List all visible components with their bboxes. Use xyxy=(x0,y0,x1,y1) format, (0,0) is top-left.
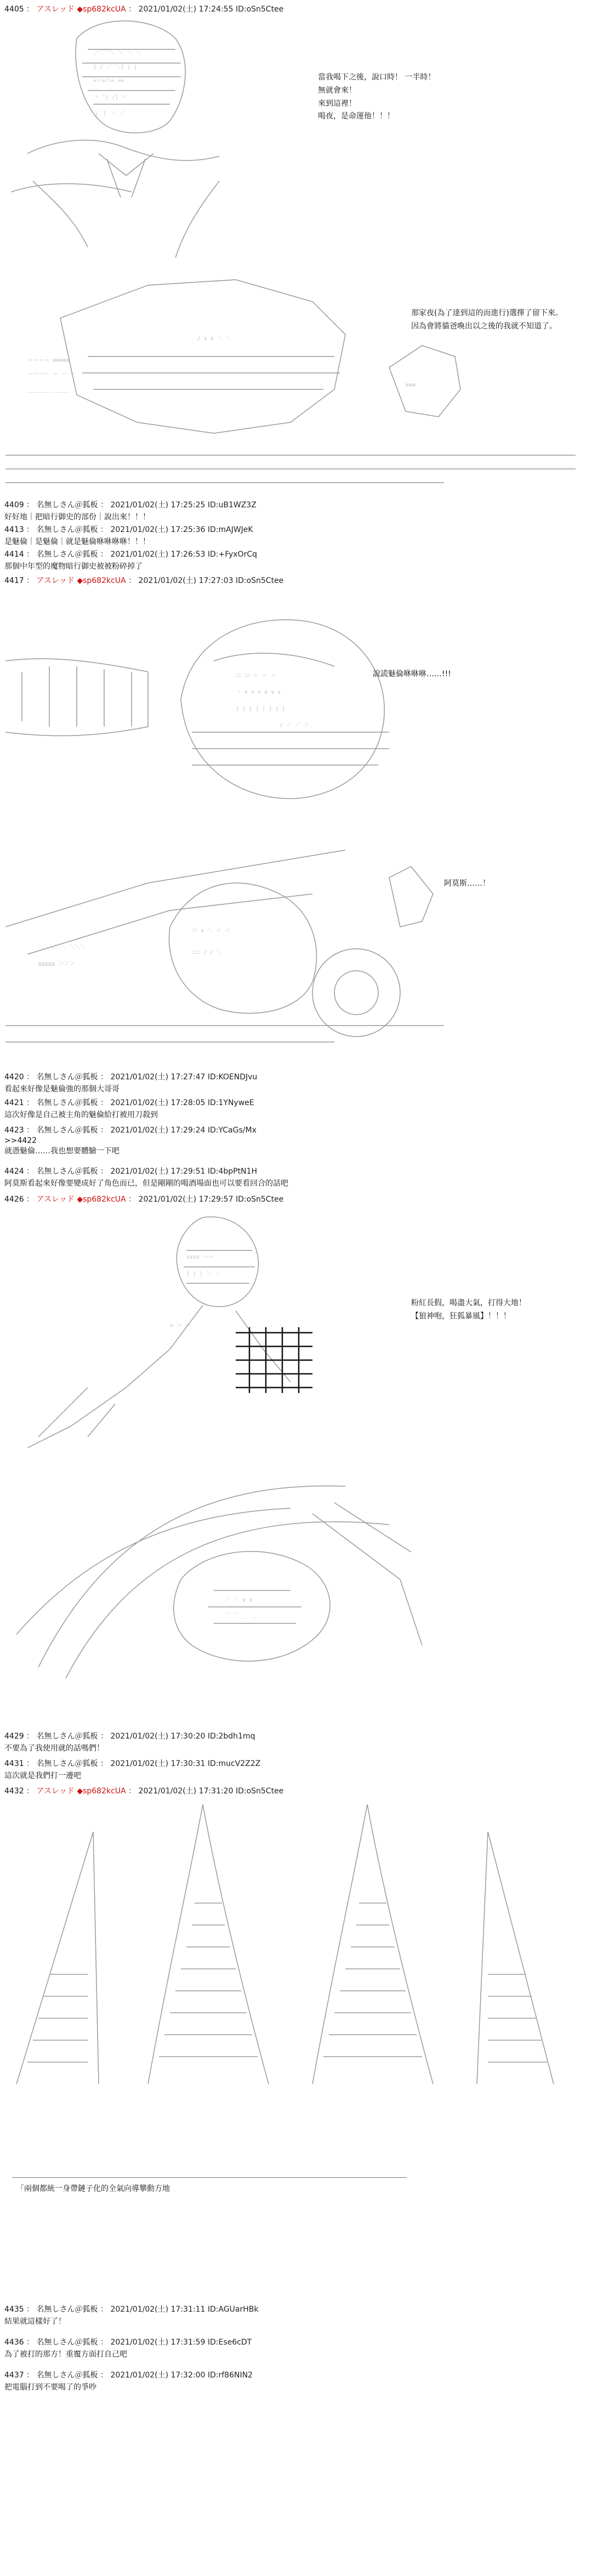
dialogue-line: 來到這裡！ xyxy=(318,99,356,108)
poster-name: 名無しさん＠狐板 xyxy=(36,550,98,559)
ascii-art-figure-3 xyxy=(5,590,581,809)
dialogue-block-6 xyxy=(16,2183,170,2196)
poster-trip: ◆sp682kcUA xyxy=(77,5,126,14)
post-date: 2021/01/02(土) 17:27:03 xyxy=(138,576,234,585)
post-number[interactable]: 4405 xyxy=(4,5,24,14)
post-header: 4429 ： 名無しさん＠狐板 ： 2021/01/02(土) 17:30:20 ID:2bdh1mq xyxy=(4,1732,255,1741)
dialogue-line: 無就會來！ xyxy=(318,86,356,95)
post-id[interactable]: ID:KOENDJvu xyxy=(207,1073,258,1082)
post-id[interactable]: ID:1YNyweE xyxy=(207,1099,254,1107)
svg-text:＼＼＼＼＼ ＼＼＼: ＼＼＼＼＼ ＼＼＼ xyxy=(38,944,86,950)
ascii-art-figure-5 xyxy=(5,1207,433,1453)
post-id[interactable]: ID:oSn5Ctee xyxy=(235,5,284,14)
post-number[interactable]: 4426 xyxy=(4,1195,24,1204)
post-body: 為了被打的那方！重覆方面打自己吧 xyxy=(4,2350,127,2359)
dialogue-block-2 xyxy=(411,307,563,333)
post-date: 2021/01/02(土) 17:31:59 xyxy=(110,2338,206,2347)
poster-name: 名無しさん＠狐板 xyxy=(36,501,98,509)
post-header: 4431 ： 名無しさん＠狐板 ： 2021/01/02(土) 17:30:31 ID:mucV2Z2Z xyxy=(4,1759,261,1768)
post-header: 4405 ： アスレッド ◆sp682kcUA ： 2021/01/02(土) 17:24:55 ID:oSn5Ctee xyxy=(4,5,284,14)
post-date: 2021/01/02(土) 17:27:47 xyxy=(110,1073,206,1082)
post-header: 4409 ： 名無しさん＠狐板 ： 2021/01/02(土) 17:25:25 ID:uB1WZ3Z xyxy=(4,501,257,509)
dialogue-line: 「兩個都統一身帶鏈子化的全氣向導攀動方地 xyxy=(16,2184,170,2193)
post-id[interactable]: ID:oSn5Ctee xyxy=(235,576,284,585)
svg-text:| / ／ ＼| | |: | / ／ ＼| | | xyxy=(93,64,138,70)
post-header: 4424 ： 名無しさん＠狐板 ： 2021/01/02(土) 17:29:51 ID:4bpPtN1H xyxy=(4,1167,258,1176)
dialogue-block-4 xyxy=(444,877,490,891)
post-number[interactable]: 4417 xyxy=(4,576,24,585)
post-4417 xyxy=(4,575,588,586)
post-4423 xyxy=(4,1124,588,1156)
poster-name: 名無しさん＠狐板 xyxy=(36,1167,98,1176)
post-header: 4423 ： 名無しさん＠狐板 ： 2021/01/02(土) 17:29:24 ID:YCaGs/Mx xyxy=(4,1126,257,1135)
post-date: 2021/01/02(土) 17:29:24 xyxy=(110,1126,206,1135)
dialogue-block-3 xyxy=(373,668,451,681)
poster-name: 名無しさん＠狐板 xyxy=(36,525,98,534)
post-id[interactable]: ID:2bdh1mq xyxy=(207,1732,255,1741)
svg-text:ﾆﾆ ﾆﾆ ＝ ＝ ＝: ﾆﾆ ﾆﾆ ＝ ＝ ＝ xyxy=(236,673,277,679)
post-id[interactable]: ID:oSn5Ctee xyxy=(235,1787,284,1796)
post-id[interactable]: ID:AGUarHBk xyxy=(207,2305,259,2314)
svg-text:￣ ￣ ＿ ＿: ￣ ￣ ＿ ＿ xyxy=(225,1613,257,1620)
svg-text:| | | ＼ ＼: | | | ＼ ＼ xyxy=(186,1271,221,1277)
poster-name: 名無しさん＠狐板 xyxy=(36,1073,98,1082)
post-body: 看起來好像是魅倫強的那個大哥哥 xyxy=(4,1085,119,1094)
post-id[interactable]: ID:uB1WZ3Z xyxy=(207,501,257,509)
poster-name: 名無しさん＠狐板 xyxy=(36,1759,98,1768)
poster-trip: ◆sp682kcUA xyxy=(77,576,126,585)
post-date: 2021/01/02(土) 17:29:57 xyxy=(138,1195,234,1204)
post-date: 2021/01/02(土) 17:29:51 xyxy=(110,1167,206,1176)
post-body: >>4422 就憑魅倫……我也想要體驗一下吧 xyxy=(4,1136,119,1156)
post-4432 xyxy=(4,1785,588,1796)
svg-text:ｊ ｌ ＼ ／: ｊ ｌ ＼ ／ xyxy=(93,111,126,117)
post-header: 4417 ： アスレッド ◆sp682kcUA ： 2021/01/02(土) 17:27:03 ID:oSn5Ctee xyxy=(4,576,284,585)
post-number[interactable]: 4409 xyxy=(4,501,24,509)
post-4436 xyxy=(4,2336,588,2359)
post-4437 xyxy=(4,2369,588,2392)
dialogue-line: 當我喝下之後，說口時！ 一半時！ xyxy=(318,73,436,82)
post-header: 4414 ： 名無しさん＠狐板 ： 2021/01/02(土) 17:26:53 ID:+FyxOrCq xyxy=(4,550,257,559)
post-number[interactable]: 4420 xyxy=(4,1073,24,1082)
poster-trip: ◆sp682kcUA xyxy=(77,1787,126,1796)
post-header: 4435 ： 名無しさん＠狐板 ： 2021/01/02(土) 17:31:11 ID:AGUarHBk xyxy=(4,2305,259,2314)
post-body: 這次好像是自己被主角的魅倫給打被用刀殺到 xyxy=(4,1111,158,1119)
post-number[interactable]: 4421 xyxy=(4,1099,24,1107)
svg-text:＝＝＝＝ ≡≡≡≡≡: ＝＝＝＝ ≡≡≡≡≡ xyxy=(27,358,70,364)
poster-trip: ◆sp682kcUA xyxy=(77,1195,126,1204)
post-id[interactable]: ID:mucV2Z2Z xyxy=(207,1759,261,1768)
post-date: 2021/01/02(土) 17:30:31 xyxy=(110,1759,206,1768)
post-4424 xyxy=(4,1165,588,1188)
post-number[interactable]: 4424 xyxy=(4,1167,24,1176)
poster-name: 名無しさん＠狐板 xyxy=(36,2371,98,2380)
post-id[interactable]: ID:mAJWJeK xyxy=(207,525,253,534)
post-number[interactable]: 4423 xyxy=(4,1126,24,1135)
svg-text:丶 '| /│ ＜: 丶 '| /│ ＜ xyxy=(93,94,128,100)
post-date: 2021/01/02(土) 17:24:55 xyxy=(138,5,234,14)
post-id[interactable]: ID:YCaGs/Mx xyxy=(207,1126,257,1135)
dialogue-line: 因為會將貓爸喚出以之後的我就不知道了。 xyxy=(411,321,557,331)
post-number[interactable]: 4435 xyxy=(4,2305,24,2314)
post-date: 2021/01/02(土) 17:28:05 xyxy=(110,1099,206,1107)
post-header: 4432 ： アスレッド ◆sp682kcUA ： 2021/01/02(土) 17:31:20 ID:oSn5Ctee xyxy=(4,1787,284,1796)
post-date: 2021/01/02(土) 17:32:00 xyxy=(110,2371,206,2380)
post-body: 是魅倫｜是魅倫｜就是魅倫咻咻咻咻！！！ xyxy=(4,537,150,546)
svg-text:/ ∨ ∨ ＼ ＼: / ∨ ∨ ＼ ＼ xyxy=(197,336,232,342)
dialogue-line: 粉紅長假，喝盡大氣，打得大地！ xyxy=(411,1299,526,1307)
post-body: 阿莫斯看起來好像要變成好了角色而已，但是剛剛的喝酒場面也可以要看回合的話吧 xyxy=(4,1179,288,1188)
dialogue-line: 【狼神咆，狂狐暴風】！！！ xyxy=(411,1311,511,1321)
post-4409 xyxy=(4,499,588,522)
post-header: 4421 ： 名無しさん＠狐板 ： 2021/01/02(土) 17:28:05 ID:1YNyweE xyxy=(4,1099,254,1107)
svg-text:＿＿＿＿ ＿＿＿: ＿＿＿＿ ＿＿＿ xyxy=(27,388,70,394)
poster-name: 名無しさん＠狐板 xyxy=(36,2305,98,2314)
post-body: 不要為了我使用就的話嗎們！ xyxy=(4,1744,104,1753)
post-header: 4413 ： 名無しさん＠狐板 ： 2021/01/02(土) 17:25:36 ID:mAJWJeK xyxy=(4,525,253,534)
svg-text:=＝=ニ= ==: =＝=ニ= == xyxy=(93,78,124,84)
post-date: 2021/01/02(土) 17:30:20 xyxy=(110,1732,206,1741)
post-header: 4436 ： 名無しさん＠狐板 ： 2021/01/02(土) 17:31:59 ID:Ese6cDT xyxy=(4,2338,252,2347)
post-number[interactable]: 4413 xyxy=(4,525,24,534)
post-4420 xyxy=(4,1071,588,1094)
post-number[interactable]: 4436 xyxy=(4,2338,24,2347)
svg-text:≧≧≧≧≧ ＞＞＞: ≧≧≧≧≧ ＞＞＞ xyxy=(38,961,75,967)
ascii-art-figure-4 xyxy=(5,812,581,1069)
post-number[interactable]: 4431 xyxy=(4,1759,24,1768)
post-body: 那個中年型的魔物暗行御史被被粉碎掉了 xyxy=(4,562,143,571)
post-4426 xyxy=(4,1193,588,1204)
post-4431 xyxy=(4,1758,588,1781)
post-body: 把電腦打到不要喝了的爭吵 xyxy=(4,2383,96,2392)
post-body: 結果就這樣好了！ xyxy=(4,2317,66,2326)
ascii-art-figure-1 xyxy=(11,16,296,269)
post-date: 2021/01/02(土) 17:26:53 xyxy=(110,550,206,559)
svg-text:= ＝ ＝: = ＝ ＝ xyxy=(170,1323,191,1329)
ascii-art-figure-2 xyxy=(5,258,581,494)
post-4429 xyxy=(4,1730,588,1753)
post-id[interactable]: ID:oSn5Ctee xyxy=(235,1195,284,1204)
divider xyxy=(12,2177,407,2178)
poster-name: アスレッド xyxy=(36,1195,75,1204)
svg-text:∨∨∨∨ ＝＝: ∨∨∨∨ ＝＝ xyxy=(186,1254,214,1260)
poster-name: アスレッド xyxy=(36,5,75,14)
post-number[interactable]: 4429 xyxy=(4,1732,24,1741)
svg-text:／ ＼ ∨ ∨: ／ ＼ ∨ ∨ xyxy=(225,1597,253,1603)
poster-name: 名無しさん＠狐板 xyxy=(36,1732,98,1741)
post-4421 xyxy=(4,1097,588,1120)
svg-text:/ ／ ／ ＞: / ／ ／ ＞ xyxy=(280,722,310,728)
svg-text:ーーーー ー ー ー: ーーーー ー ー ー xyxy=(27,371,76,377)
post-body: 好好地｜把暗行御史的部份｜說出來！！！ xyxy=(4,513,150,522)
poster-name: アスレッド xyxy=(36,576,75,585)
svg-text:ﾉﾉ ∨ ＼ ＜ ＜: ﾉﾉ ∨ ＼ ＜ ＜ xyxy=(192,928,231,934)
post-date: 2021/01/02(土) 17:31:20 xyxy=(138,1787,234,1796)
poster-name: 名無しさん＠狐板 xyxy=(36,1099,98,1107)
post-date: 2021/01/02(土) 17:31:11 xyxy=(110,2305,206,2314)
svg-text:| | | | | | | |: | | | | | | | | xyxy=(236,706,286,712)
dialogue-line: 喝夜，是命運他！！！ xyxy=(318,112,395,121)
poster-name: アスレッド xyxy=(36,1787,75,1796)
post-body: 這次就是我們打一邊吧 xyxy=(4,1771,81,1780)
post-4435 xyxy=(4,2303,588,2326)
post-number[interactable]: 4432 xyxy=(4,1787,24,1796)
dialogue-line: 阿莫斯……！ xyxy=(444,879,490,888)
dialogue-line: 說謊魅倫咻咻咻……!!! xyxy=(373,670,451,678)
poster-name: 名無しさん＠狐板 xyxy=(36,2338,98,2347)
post-number[interactable]: 4414 xyxy=(4,550,24,559)
post-date: 2021/01/02(土) 17:25:25 xyxy=(110,501,206,509)
svg-text:≡≡≡: ≡≡≡ xyxy=(406,382,416,388)
post-date: 2021/01/02(土) 17:25:36 xyxy=(110,525,206,534)
post-header: 4437 ： 名無しさん＠狐板 ： 2021/01/02(土) 17:32:00 ID:rf86NIN2 xyxy=(4,2371,253,2380)
post-id[interactable]: ID:rf86NIN2 xyxy=(207,2371,253,2380)
post-4414 xyxy=(4,548,588,571)
post-4413 xyxy=(4,524,588,547)
post-header: 4426 ： アスレッド ◆sp682kcUA ： 2021/01/02(土) 17:29:57 ID:oSn5Ctee xyxy=(4,1195,284,1204)
post-number[interactable]: 4437 xyxy=(4,2371,24,2380)
svg-text:／￣￣＼ ＼ ＼ ＼: ／￣￣＼ ＼ ＼ ＼ xyxy=(93,50,142,56)
ascii-art-figure-7 xyxy=(5,1799,576,2084)
post-id[interactable]: ID:+FyxOrCq xyxy=(207,550,257,559)
poster-name: 名無しさん＠狐板 xyxy=(36,1126,98,1135)
ascii-art-figure-6 xyxy=(5,1470,433,1689)
post-id[interactable]: ID:4bpPtN1H xyxy=(207,1167,258,1176)
svg-text:丶 ∨ ∨ ∨ ∨ ∨ ∨: 丶 ∨ ∨ ∨ ∨ ∨ ∨ xyxy=(236,689,281,695)
dialogue-line: 那家夜(為了達到這的而進行)選擇了留下來。 xyxy=(411,309,563,318)
post-4405 xyxy=(4,3,588,14)
post-header: 4420 ： 名無しさん＠狐板 ： 2021/01/02(土) 17:27:47 ID:KOENDJvu xyxy=(4,1073,258,1082)
post-id[interactable]: ID:Ese6cDT xyxy=(207,2338,252,2347)
dialogue-block-1 xyxy=(318,71,435,123)
svg-text:ﾆﾆﾆ / / ＼: ﾆﾆﾆ / / ＼ xyxy=(192,950,223,956)
dialogue-block-5 xyxy=(411,1297,526,1323)
